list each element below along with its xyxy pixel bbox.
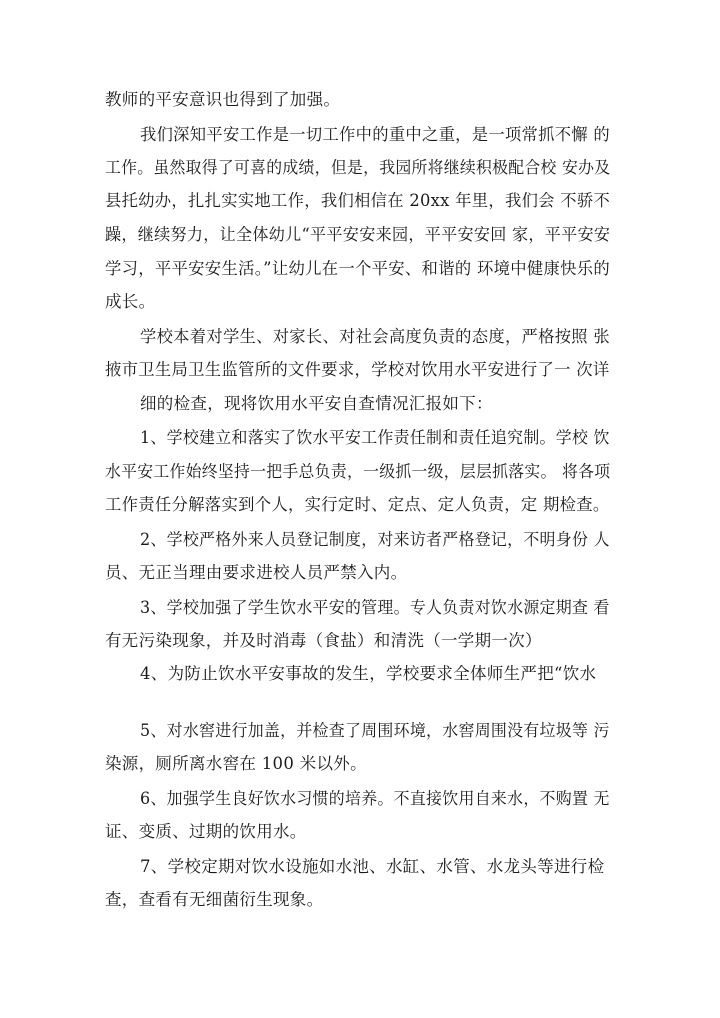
text-line: 成长。	[105, 292, 156, 311]
text-line: 工作责任分解落实到个人，实行定时、定点、定人负责，定 期检查。	[105, 495, 610, 514]
text-line: 我们深知平安工作是一切工作中的重中之重，是一项常抓不懈 的	[140, 125, 610, 144]
text-line: 学校本着对学生、对家长、对社会高度负责的态度，严格按照 张	[140, 327, 610, 346]
text-line: 证、变质、过期的饮用水。	[105, 822, 307, 841]
text-line: 4、为防止饮水平安事故的发生，学校要求全体师生严把“饮水	[140, 664, 597, 683]
text-line: 躁，继续努力，让全体幼儿“平平安安来园，平平安安回 家，平平安安	[105, 225, 611, 244]
text-line: 有无污染现象，并及时消毒（食盐）和清洗（一学期一次）	[105, 631, 542, 650]
text-line: 员、无正当理由要求进校人员严禁入内。	[105, 563, 408, 582]
text-line: 染源，厕所离水窖在 100 米以外。	[105, 754, 367, 773]
text-line: 细的检查，现将饮用水平安自查情况汇报如下：	[140, 394, 493, 413]
text-line: 5、对水窖进行加盖，并检查了周围环境，水窖周围没有垃圾等 污	[140, 721, 610, 740]
text-line: 县托幼办，扎扎实实地工作，我们相信在 20xx 年里，我们会 不骄不	[105, 191, 611, 210]
text-line: 2、学校严格外来人员登记制度，对来访者严格登记，不明身份 人	[140, 530, 610, 549]
text-line: 6、加强学生良好饮水习惯的培养。不直接饮用自来水，不购置 无	[140, 789, 610, 808]
text-line: 教师的平安意识也得到了加强。	[105, 90, 341, 109]
text-line: 3、学校加强了学生饮水平安的管理。专人负责对饮水源定期查 看	[140, 598, 610, 617]
text-line: 学习，平平安安生活。”让幼儿在一个平安、和谐的 环境中健康快乐的	[105, 259, 611, 278]
text-line: 掖市卫生局卫生监管所的文件要求，学校对饮用水平安进行了一 次详	[105, 360, 610, 379]
text-line: 1、学校建立和落实了饮水平安工作责任制和责任追究制。学校 饮	[140, 428, 610, 447]
text-line: 查，查看有无细菌衍生现象。	[105, 890, 324, 909]
text-line: 7、学校定期对饮水设施如水池、水缸、水管、水龙头等进行检	[140, 857, 605, 876]
text-line: 工作。虽然取得了可喜的成绩，但是，我园所将继续积极配合校 安办及	[105, 158, 611, 177]
text-line: 水平安工作始终坚持一把手总负责，一级抓一级，层层抓落实。 将各项	[105, 462, 611, 481]
